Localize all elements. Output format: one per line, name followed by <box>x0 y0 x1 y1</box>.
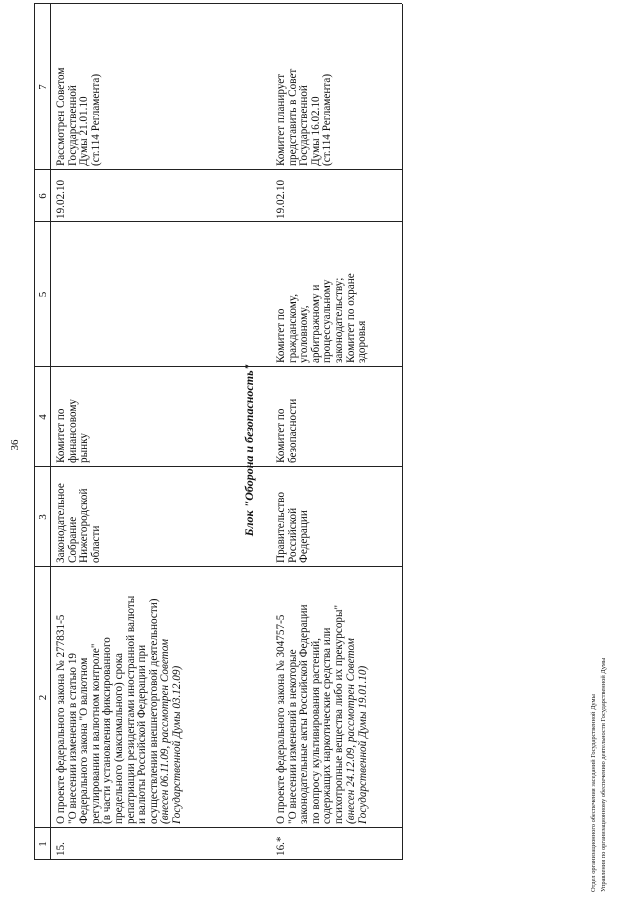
column-divider <box>34 827 402 828</box>
bill-title: О проекте федерального закона № 277831-5 "О внесении изменения в статью 19 Федерального закона "О валютном регулировании и валютном контроле" (в части установления фиксированного предельного (максимального) срока репатриации резидентами иностранной валюты и валюты Российской Федерации при осуществлении внешнеторговой деятельности) <box>55 595 160 824</box>
column-divider <box>34 566 402 567</box>
row-number: 15. <box>55 842 67 856</box>
row-number: 16.* <box>275 836 287 856</box>
bill-note: (внесен 06.11.09, рассмотрен Советом Государственной Думы 03.12.09) <box>159 638 183 824</box>
responsible-committee: Комитет по безопасности <box>275 398 299 463</box>
bill-initiator: Законодательное Собрание Нижегородской области <box>55 483 102 563</box>
page-number: 36 <box>9 439 21 451</box>
responsible-committee: Комитет по финансовому рынку <box>55 399 91 463</box>
table-bottom-border <box>402 4 403 860</box>
co-committees: Комитет по гражданскому, уголовному, арбитражному и процессуальному законодательству; Комитет по охране здоровья <box>275 273 369 363</box>
header-col-7: 7 <box>37 84 49 90</box>
block-heading: Блок "Оборона и безопасность" <box>242 363 256 537</box>
column-divider <box>34 466 402 467</box>
review-date: 19.02.10 <box>275 179 287 219</box>
review-date: 19.02.10 <box>55 179 67 219</box>
column-divider <box>34 3 402 4</box>
bill-initiator: Правительство Российской Федерации <box>275 491 311 563</box>
footer-line-1: Отдел организационного обеспечения заседаний Государственной Думы <box>590 694 597 892</box>
header-col-2: 2 <box>37 694 49 701</box>
bill-status: Комитет планирует представить в Совет Государственной Думы 16.02.10 (ст.114 Регламента) <box>275 68 334 166</box>
bill-note: (внесен 24.12.09, рассмотрен Советом Государственной Думы 19.01.10) <box>345 638 369 824</box>
column-divider <box>34 169 402 170</box>
footer-line-2: Управления по организационному обеспечению деятельности Государственной Думы <box>600 657 607 892</box>
table-top-border <box>34 4 35 860</box>
header-col-5: 5 <box>37 291 49 298</box>
header-col-4: 4 <box>37 414 49 420</box>
header-col-3: 3 <box>37 514 49 520</box>
header-bottom-border <box>50 4 51 860</box>
header-col-6: 6 <box>37 193 49 199</box>
column-divider <box>34 859 402 860</box>
bill-title: О проекте федерального закона № 304757-5 "О внесении изменений в некоторые законодательные акты Российской Федерации по вопросу культивирования растений, содержащих наркотические средства или психотропные вещества либо их прекурсоры" <box>275 604 345 824</box>
bill-status: Рассмотрен Советом Государственной Думы 21.01.10 (ст.114 Регламента) <box>55 67 102 166</box>
column-divider <box>34 366 402 367</box>
header-col-1: 1 <box>37 841 49 847</box>
column-divider <box>34 221 402 222</box>
